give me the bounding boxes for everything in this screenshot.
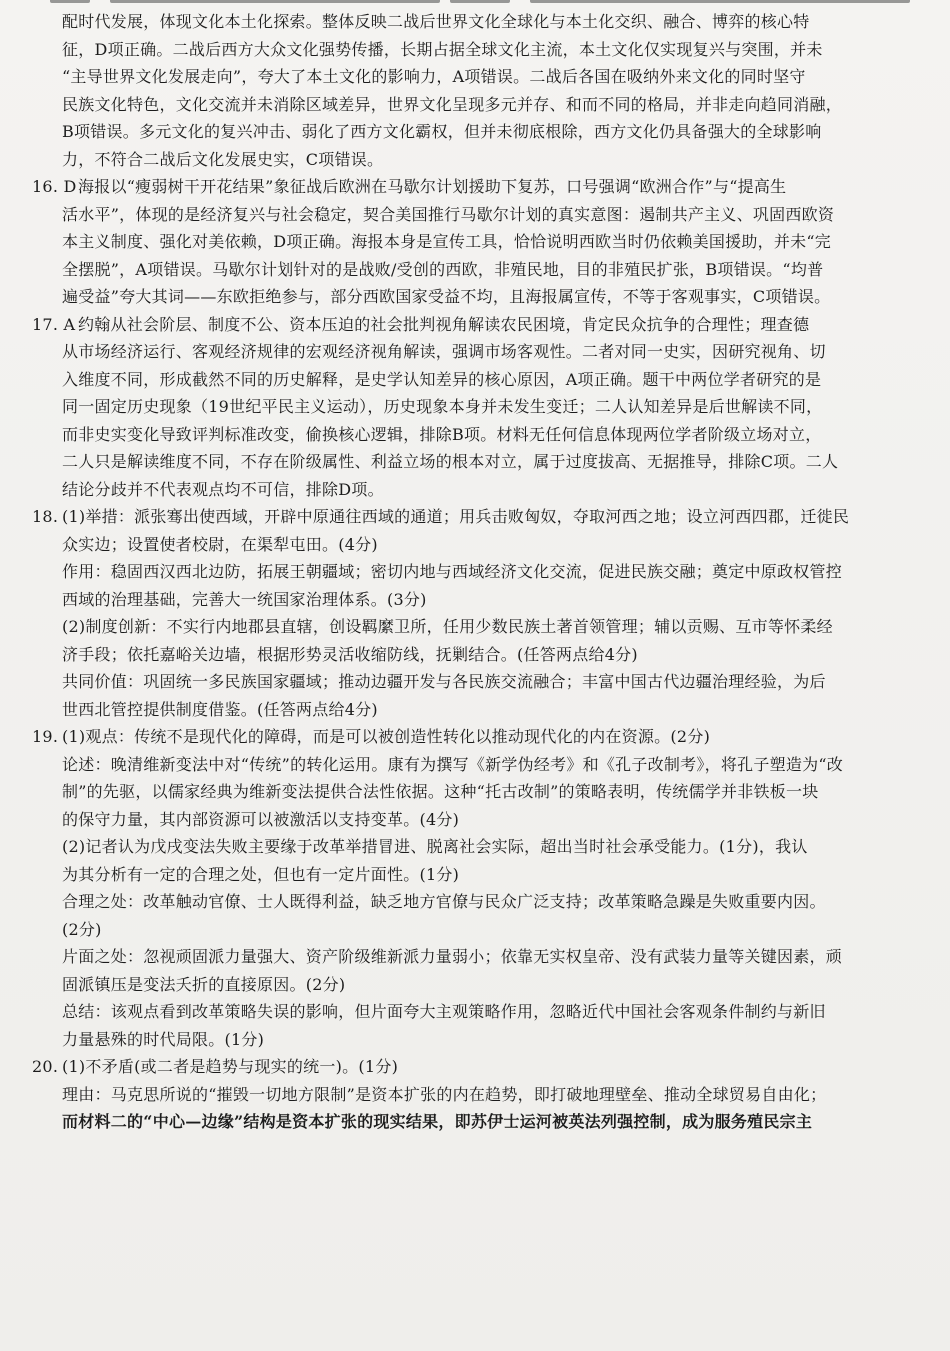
text-line: 本主义制度、强化对美依赖，D项正确。海报本身是宣传工具，恰恰说明西欧当时仍依赖美国援助，并未“完 — [62, 232, 832, 251]
text-line: 西域的治理基础，完善大一统国家治理体系。(3分) — [62, 589, 427, 609]
text-line: 理由：马克思所说的“摧毁一切地方限制”是资本扩张的内在趋势，即打破地理壁垒、推动全球贸易自由化； — [62, 1084, 827, 1104]
question-17 — [32, 311, 914, 504]
text-line: 论述：晚清维新变法中对“传统”的转化运用。康有为撰写《新学伪经考》和《孔子改制考》，将孔子塑造为“改 — [62, 754, 844, 774]
text-line: (2)记者认为戊戌变法失败主要缘于改革举措冒进、脱离社会实际，超出当时社会承受能力。(1分)，我认 — [62, 837, 808, 856]
text-line: 二人只是解读维度不同，不存在阶级属性、利益立场的根本对立，属于过度拔高、无据推导，排除C项。二人 — [62, 452, 839, 471]
text-line: 为其分析有一定的合理之处，但也有一定片面性。(1分) — [62, 864, 460, 884]
text-line: 结论分歧并不代表观点均不可信，排除D项。 — [62, 479, 384, 499]
text-line: (2分) — [62, 919, 102, 939]
text-line: 世西北管控提供制度借鉴。(任答两点给4分) — [62, 699, 378, 719]
text-line: 征，D项正确。二战后西方大众文化强势传播，长期占据全球文化主流，本土文化仅实现复兴与突围，并未 — [62, 39, 823, 59]
text-line: 遍受益”夸大其词——东欧拒绝参与，部分西欧国家受益不均，且海报属宣传，不等于客观事实，C项错误。 — [62, 287, 831, 306]
question-18 — [32, 503, 914, 723]
text-line: 力量悬殊的时代局限。(1分) — [62, 1029, 265, 1049]
question-number: 17. A — [32, 314, 76, 334]
text-line: (1)举措：派张骞出使西域，开辟中原通往西域的通道；用兵击败匈奴，夺取河西之地；设立河西四郡，迁徙民 — [62, 507, 850, 526]
text-line: 活水平”，体现的是经济复兴与社会稳定，契合美国推行马歇尔计划的真实意图：遏制共产主义、巩固西欧资 — [62, 204, 835, 224]
text-line: 同一固定历史现象（19世纪平民主义运动），历史现象本身并未发生变迁；二人认知差异是后世解读不同， — [62, 397, 823, 416]
cropped-previous-line — [30, 0, 920, 8]
text-line: 制”的先驱，以儒家经典为维新变法提供合法性依据。这种“托古改制”的策略表明，传统儒学并非铁板一块 — [62, 782, 819, 801]
text-line: 片面之处：忽视顽固派力量强大、资产阶级维新派力量弱小；依靠无实权皇帝、没有武装力量等关键因素，顽 — [62, 947, 843, 966]
text-line: 固派镇压是变法夭折的直接原因。(2分) — [62, 974, 346, 994]
text-line: 配时代发展，体现文化本土化探索。整体反映二战后世界文化全球化与本土化交织、融合、博弈的核心特 — [62, 12, 810, 31]
text-line: 力，不符合二战后文化发展史实，C项错误。 — [62, 149, 384, 169]
text-line: B项错误。多元文化的复兴冲击、弱化了西方文化霸权，但并未彻底根除，西方文化仍具备强大的全球影响 — [62, 122, 822, 141]
text-line: 而材料二的“中心—边缘”结构是资本扩张的现实结果，即苏伊士运河被英法列强控制，成为服务殖民宗主 — [62, 1112, 813, 1131]
text-line: 而非史实变化导致评判标准改变，偷换核心逻辑，排除B项。材料无任何信息体现两位学者阶级立场对立， — [62, 424, 822, 444]
text-line: (2)制度创新：不实行内地郡县直辖，创设羁縻卫所，任用少数民族土著首领管理；辅以贡赐、互市等怀柔经 — [62, 617, 833, 636]
question-16 — [32, 173, 914, 311]
q15-continuation — [32, 8, 914, 173]
text-line: 众实边；设置使者校尉，在渠犁屯田。(4分) — [62, 534, 378, 554]
question-number: 19. — [32, 727, 59, 746]
text-line: 济手段；依托嘉峪关边墙，根据形势灵活收缩防线，抚剿结合。(任答两点给4分) — [62, 644, 638, 664]
question-number: 16. D — [32, 177, 77, 196]
question-20 — [32, 1053, 914, 1136]
text-line: 合理之处：改革触动官僚、士人既得利益，缺乏地方官僚与民众广泛支持；改革策略急躁是失败重要内因。 — [62, 892, 826, 911]
text-line: 的保守力量，其内部资源可以被激活以支持变革。(4分) — [62, 809, 460, 829]
question-19 — [32, 723, 914, 1053]
text-line: 从市场经济运行、客观经济规律的宏观经济视角解读，强调市场客观性。二者对同一史实，因研究视角、切 — [62, 342, 826, 361]
question-number: 18. — [32, 507, 59, 526]
text-line: 总结：该观点看到改革策略失误的影响，但片面夸大主观策略作用，忽略近代中国社会客观条件制约与新旧 — [62, 1002, 826, 1021]
question-number: 20. — [32, 1057, 59, 1076]
text-line: “主导世界文化发展走向”，夸大了本土文化的影响力，A项错误。二战后各国在吸纳外来文化的同时坚守 — [62, 67, 806, 86]
text-line: (1)不矛盾(或二者是趋势与现实的统一)。(1分) — [62, 1057, 399, 1076]
text-line: 作用：稳固西汉西北边防，拓展王朝疆域；密切内地与西域经济文化交流，促进民族交融；奠定中原政权管控 — [62, 562, 843, 581]
answer-content — [32, 8, 914, 1136]
text-line: 全摆脱”，A项错误。马歇尔计划针对的是战败/受创的西欧，非殖民地，目的非殖民扩张，B项错误。“均普 — [62, 259, 824, 279]
text-line: 民族文化特色，文化交流并未消除区域差异，世界文化呈现多元并存、和而不同的格局，并非走向趋同消融， — [62, 94, 843, 114]
text-line: 入维度不同，形成截然不同的历史解释，是史学认知差异的核心原因，A项正确。题干中两位学者研究的是 — [62, 369, 822, 389]
text-line: 共同价值：巩固统一多民族国家疆域；推动边疆开发与各民族交流融合；丰富中国古代边疆治理经验，为后 — [62, 672, 826, 691]
text-line: 海报以“瘦弱树干开花结果”象征战后欧洲在马歇尔计划援助下复苏，口号强调“欧洲合作”与“提高生 — [78, 177, 787, 196]
text-line: (1)观点：传统不是现代化的障碍，而是可以被创造性转化以推动现代化的内在资源。(2分) — [62, 727, 711, 746]
text-line: 约翰从社会阶层、制度不公、资本压迫的社会批判视角解读农民困境，肯定民众抗争的合理性；理查德 — [78, 314, 810, 334]
